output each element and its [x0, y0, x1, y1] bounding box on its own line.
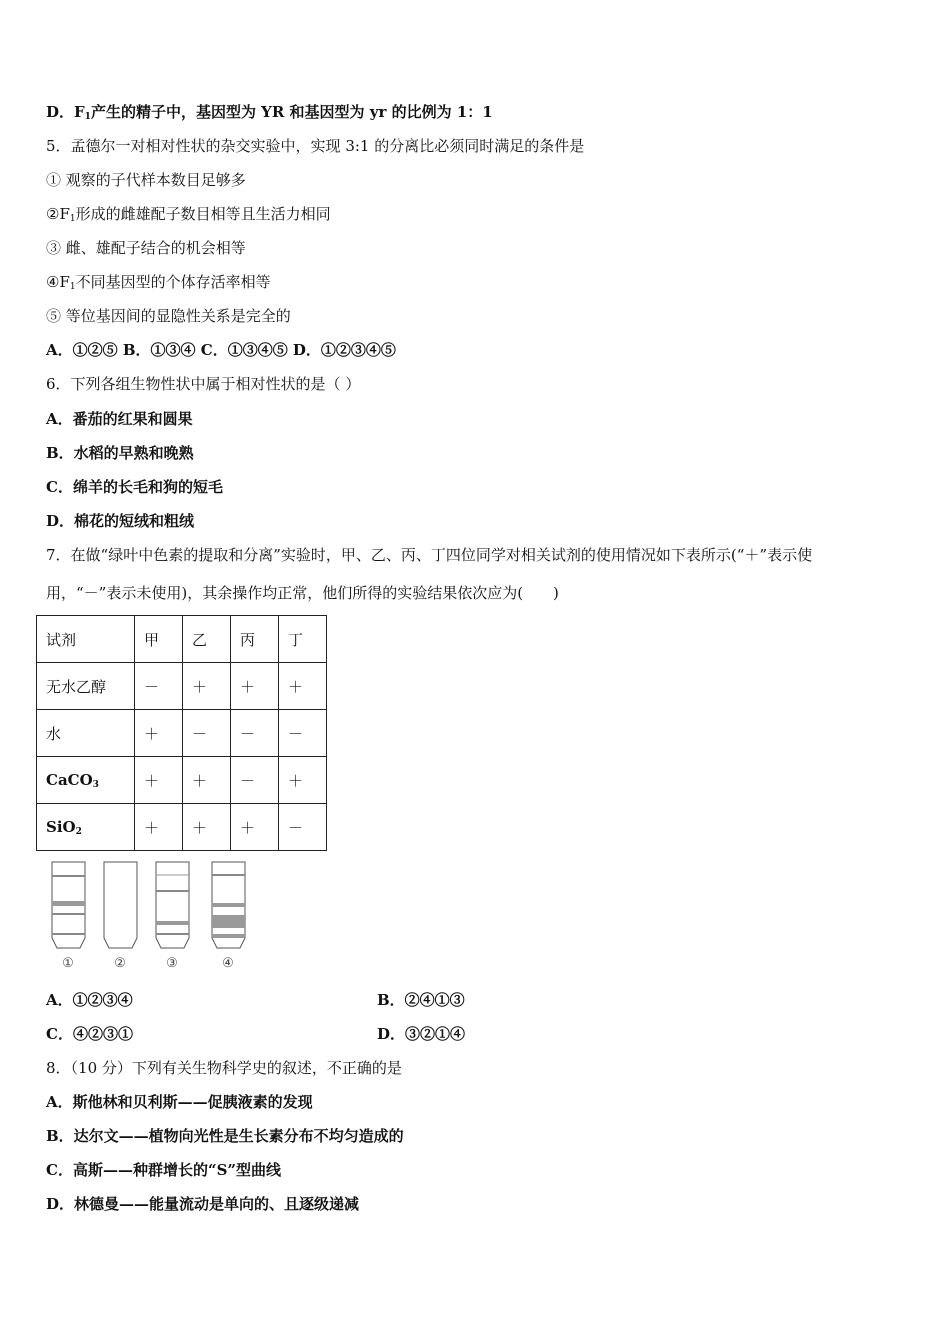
- q7-option-d: D．③②①④: [377, 1025, 466, 1043]
- table-cell: CaCO$_3$: [37, 757, 135, 804]
- table-cell: ＋: [183, 804, 231, 851]
- table-row: [37, 757, 327, 804]
- table-header-cell: 试剂: [37, 616, 135, 663]
- table-cell: ＋: [135, 710, 183, 757]
- tube-2: [104, 862, 137, 971]
- table-row: [37, 663, 327, 710]
- tube-label: ③: [166, 956, 178, 971]
- table-cell: ＋: [231, 804, 279, 851]
- chromatography-tubes-figure: [40, 858, 270, 974]
- tube-3: [156, 862, 189, 971]
- q5-item-3: ③ 雌、雄配子结合的机会相等: [46, 239, 246, 257]
- table-cell: ＋: [135, 757, 183, 804]
- table-cell: －: [183, 710, 231, 757]
- table-cell: ＋: [279, 757, 327, 804]
- table-row: [37, 710, 327, 757]
- q4-option-d: D．$F_1$产生的精子中，基因型为 YR 和基因型为 yr 的比例为 1：1: [46, 103, 493, 122]
- q8-stem: 8．（10 分）下列有关生物科学史的叙述，不正确的是: [46, 1059, 402, 1077]
- tube-label: ①: [62, 956, 74, 971]
- table-cell: －: [231, 757, 279, 804]
- table-cell: 无水乙醇: [37, 663, 135, 710]
- q6-option-d: D．棉花的短绒和粗绒: [46, 512, 195, 530]
- q8-option-c: C．高斯——种群增长的“S”型曲线: [46, 1161, 282, 1179]
- table-cell: ＋: [183, 757, 231, 804]
- table-row: [37, 804, 327, 851]
- q6-stem: 6．下列各组生物性状中属于相对性状的是（ ）: [46, 375, 361, 393]
- q7-stem-line-1: 7．在做“绿叶中色素的提取和分离”实验时，甲、乙、丙、丁四位同学对相关试剂的使用情况如下表所示(“＋”表示使: [46, 546, 813, 564]
- q8-option-d: D．林德曼——能量流动是单向的、且逐级递减: [46, 1195, 360, 1213]
- table-cell: －: [135, 663, 183, 710]
- q6-option-b: B．水稻的早熟和晚熟: [46, 444, 194, 462]
- q8-option-a: A．斯他林和贝利斯——促胰液素的发现: [46, 1093, 313, 1111]
- table-cell: ＋: [279, 663, 327, 710]
- table-cell: ＋: [183, 663, 231, 710]
- q7-option-b: B．②④①③: [377, 991, 465, 1009]
- table-header-cell: 乙: [183, 616, 231, 663]
- table-header-cell: 甲: [135, 616, 183, 663]
- q5-item-4: $④F_1$不同基因型的个体存活率相等: [46, 273, 271, 292]
- q5-options: A．①②⑤ B．①③④ C．①③④⑤ D．①②③④⑤: [46, 341, 396, 359]
- tube-4: [212, 862, 245, 971]
- table-cell: －: [231, 710, 279, 757]
- table-cell: 水: [37, 710, 135, 757]
- tube-label: ②: [114, 956, 126, 971]
- q5-item-5: ⑤ 等位基因间的显隐性关系是完全的: [46, 307, 291, 325]
- q5-item-2: $②F_1$形成的雌雄配子数目相等且生活力相同: [46, 205, 331, 224]
- table-cell: ＋: [231, 663, 279, 710]
- q5-item-1: ① 观察的子代样本数目足够多: [46, 171, 246, 189]
- q7-option-c: C．④②③①: [46, 1025, 133, 1043]
- table-cell: －: [279, 804, 327, 851]
- table-cell: SiO$_2$: [37, 804, 135, 851]
- table-cell: －: [279, 710, 327, 757]
- table-header-cell: 丙: [231, 616, 279, 663]
- q6-option-c: C．绵羊的长毛和狗的短毛: [46, 478, 223, 496]
- q5-stem: 5．孟德尔一对相对性状的杂交实验中，实现 3:1 的分离比必须同时满足的条件是: [46, 137, 585, 155]
- q7-option-a: A．①②③④: [46, 991, 133, 1009]
- tube-1: [52, 862, 85, 971]
- table-cell: ＋: [135, 804, 183, 851]
- reagent-table: [36, 615, 327, 851]
- table-header-cell: 丁: [279, 616, 327, 663]
- q7-stem-line-2: 用，“－”表示未使用)，其余操作均正常，他们所得的实验结果依次应为( ): [46, 584, 559, 602]
- tube-label: ④: [222, 956, 234, 971]
- table-header-row: [37, 616, 327, 663]
- q8-option-b: B．达尔文——植物向光性是生长素分布不均匀造成的: [46, 1127, 404, 1145]
- q6-option-a: A．番茄的红果和圆果: [46, 410, 193, 428]
